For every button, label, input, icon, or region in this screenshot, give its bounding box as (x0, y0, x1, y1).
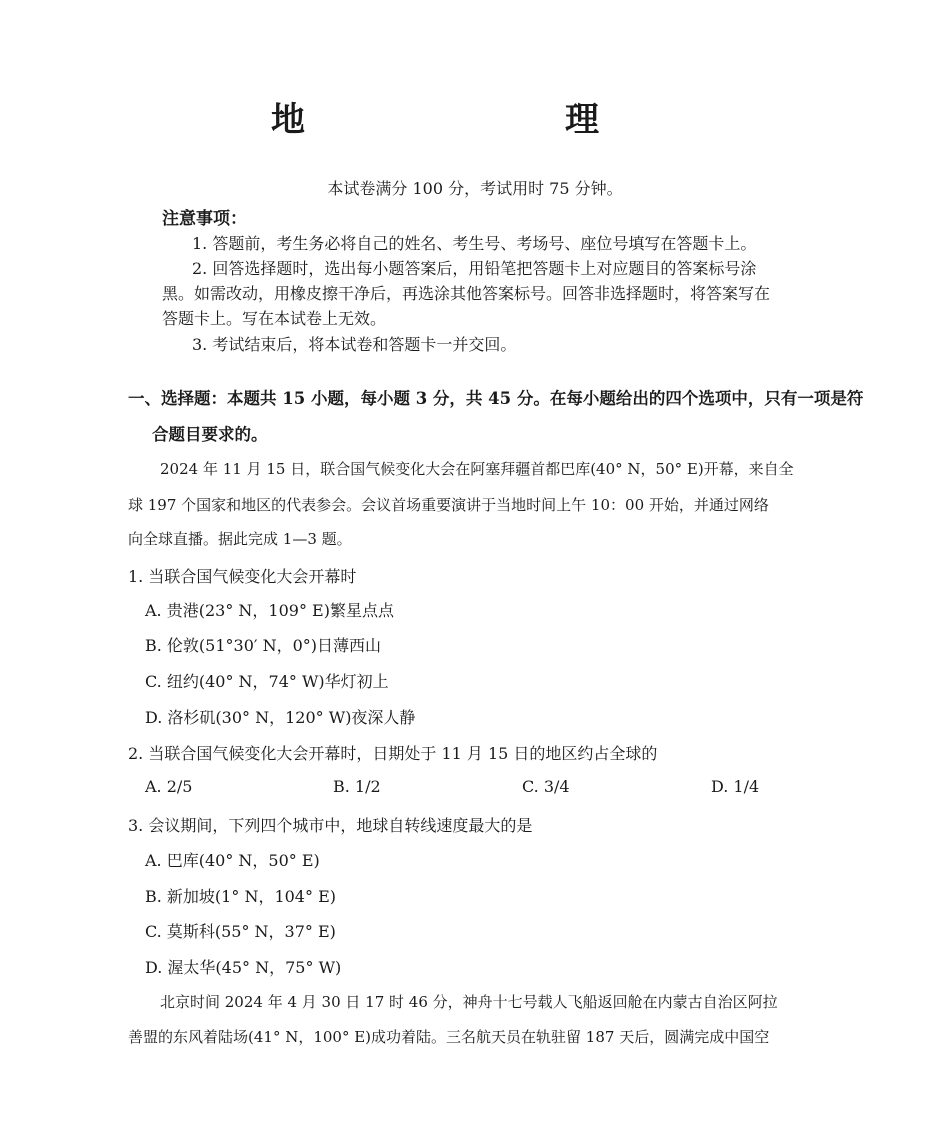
page-title: 地 理 (271, 100, 663, 140)
question-3-stem: 3. 会议期间，下列四个城市中，地球自转线速度最大的是 (128, 816, 533, 835)
q1-option-b: B. 伦敦(51°30′ N，0°)日薄西山 (145, 636, 382, 655)
passage-line: 2024 年 11 月 15 日，联合国气候变化大会在阿塞拜疆首都巴库(40° N，50° E)开幕，来自全 (160, 460, 794, 478)
section-heading-cont: 合题目要求的。 (152, 425, 268, 444)
q1-option-a: A. 贵港(23° N，109° E)繁星点点 (145, 601, 394, 620)
q3-option-b: B. 新加坡(1° N，104° E) (145, 887, 336, 906)
notice-line: 1. 答题前，考生务必将自己的姓名、考生号、考场号、座位号填写在答题卡上。 (192, 234, 757, 253)
q3-option-d: D. 渥太华(45° N，75° W) (145, 958, 342, 977)
question-2-stem: 2. 当联合国气候变化大会开幕时，日期处于 11 月 15 日的地区约占全球的 (128, 744, 658, 763)
q1-option-d: D. 洛杉矶(30° N，120° W)夜深人静 (145, 708, 416, 727)
notice-line: 答题卡上。写在本试卷上无效。 (162, 309, 387, 328)
q2-option-a: A. 2/5 (145, 777, 193, 796)
notice-line: 3. 考试结束后，将本试卷和答题卡一并交回。 (192, 335, 517, 354)
exam-intro: 本试卷满分 100 分，考试用时 75 分钟。 (327, 179, 623, 198)
question-1-stem: 1. 当联合国气候变化大会开幕时 (128, 567, 357, 586)
notice-line: 2. 回答选择题时，选出每小题答案后，用铅笔把答题卡上对应题目的答案标号涂 (192, 259, 757, 278)
passage-line: 球 197 个国家和地区的代表参会。会议首场重要演讲于当地时间上午 10：00 开始，并通过网络 (128, 496, 769, 514)
notice-line: 黑。如需改动，用橡皮擦干净后，再选涂其他答案标号。回答非选择题时，将答案写在 (162, 284, 771, 303)
notice-heading: 注意事项： (162, 209, 247, 229)
passage-line: 向全球直播。据此完成 1—3 题。 (128, 530, 352, 548)
q1-option-c: C. 纽约(40° N，74° W)华灯初上 (145, 672, 389, 691)
passage-line: 善盟的东风着陆场(41° N，100° E)成功着陆。三名航天员在轨驻留 187 天后，圆满完成中国空 (128, 1028, 770, 1046)
section-heading: 一、选择题：本题共 15 小题，每小题 3 分，共 45 分。在每小题给出的四个选项中，只有一项是符 (128, 389, 864, 408)
q2-option-c: C. 3/4 (522, 777, 570, 796)
q3-option-a: A. 巴库(40° N，50° E) (145, 851, 320, 870)
q3-option-c: C. 莫斯科(55° N，37° E) (145, 922, 336, 941)
passage-line: 北京时间 2024 年 4 月 30 日 17 时 46 分，神舟十七号载人飞船返回舱在内蒙古自治区阿拉 (160, 993, 778, 1011)
q2-option-d: D. 1/4 (711, 777, 760, 796)
q2-option-b: B. 1/2 (333, 777, 381, 796)
